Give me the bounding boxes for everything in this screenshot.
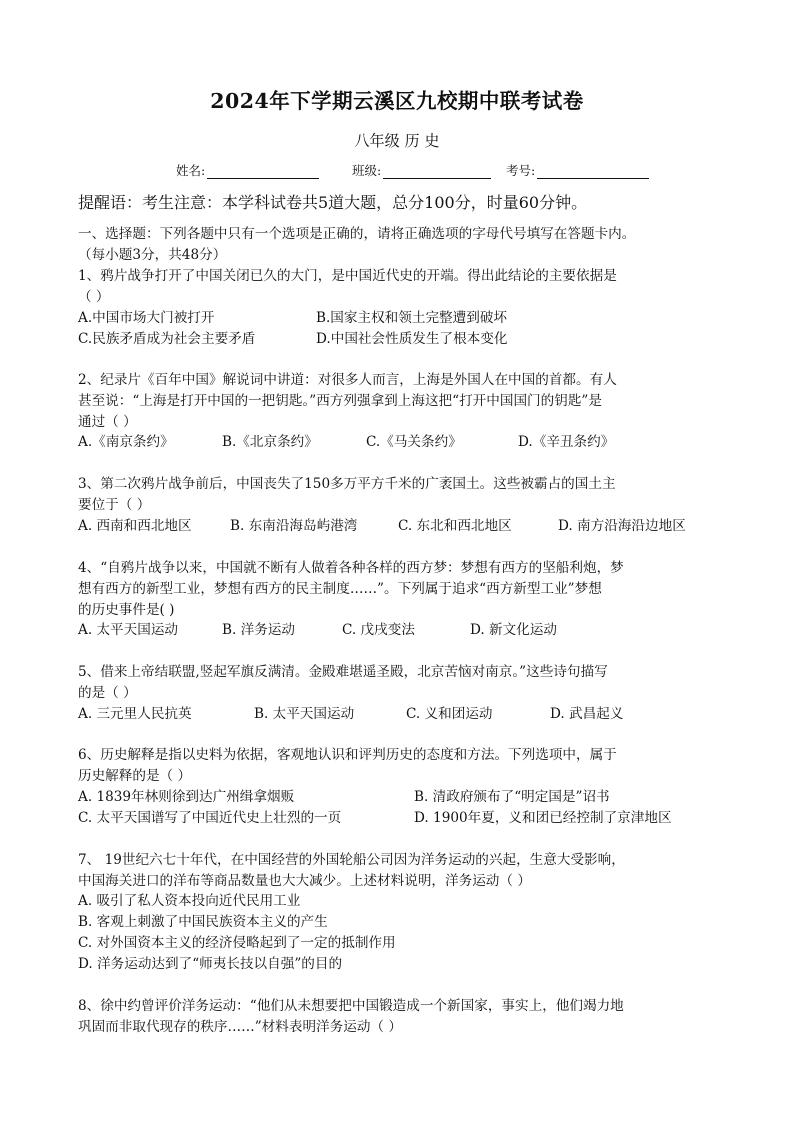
number-blank[interactable] — [537, 164, 649, 179]
question-5-option-c: C. 义和团运动 — [406, 706, 493, 722]
question-6-option-a: A. 1839年林则徐到达广州缉拿烟贩 — [78, 789, 295, 805]
question-1-option-a: A.中国市场大门被打开 — [78, 310, 215, 326]
question-6-line: 历史解释的是（ ） — [78, 768, 192, 784]
question-3-option-c: C. 东北和西北地区 — [398, 518, 512, 534]
question-6-line: 6、历史解释是指以史料为依据，客观地认识和评判历史的态度和方法。下列选项中，属于 — [78, 747, 617, 763]
question-5-line: 5、借来上帝结联盟,竖起军旗反满清。金殿难堪遥圣殿，北京苦恼对南京。”这些诗句描写 — [78, 664, 608, 680]
question-4-option-b: B. 洋务运动 — [222, 622, 296, 638]
reminder-text: 提醒语：考生注意：本学科试卷共5道大题，总分100分，时量60分钟。 — [78, 193, 588, 212]
question-4-line: 想有西方的新型工业，梦想有西方的民主制度……”。下列属于追求“西方新型工业”梦想 — [78, 581, 602, 597]
name-blank[interactable] — [207, 164, 319, 179]
question-4-option-d: D. 新文化运动 — [470, 622, 558, 638]
question-2-line: 2、纪录片《百年中国》解说词中讲道：对很多人而言，上海是外国人在中国的首都。有人 — [78, 372, 617, 388]
question-2-option-d: D.《辛丑条约》 — [518, 434, 615, 450]
question-2-option-a: A.《南京条约》 — [78, 434, 174, 450]
question-4-option-c: C. 戊戌变法 — [342, 622, 415, 638]
exam-subtitle: 八年级 历 史 — [354, 132, 440, 150]
question-2-option-c: C.《马关条约》 — [366, 434, 462, 450]
question-3-line: 3、第二次鸦片战争前后，中国丧失了150多万平方千米的广袤国土。这些被霸占的国土主 — [78, 476, 616, 492]
exam-title: 2024年下学期云溪区九校期中联考试卷 — [210, 89, 584, 113]
question-6-option-c: C. 太平天国谱写了中国近代史上壮烈的一页 — [78, 810, 342, 826]
class-field[interactable] — [352, 161, 491, 179]
section-score-note: （每小题3分，共48分） — [78, 247, 227, 263]
name-label: 姓名: — [176, 163, 206, 178]
question-7-option-d: D. 洋务运动达到了“师夷长技以自强”的目的 — [78, 956, 343, 972]
question-2-line: 通过（ ） — [78, 414, 137, 430]
question-8-line: 8、徐中约曾评价洋务运动：“他们从未想要把中国锻造成一个新国家，事实上，他们竭力地 — [78, 998, 624, 1014]
question-4-line: 的历史事件是( ) — [78, 602, 175, 618]
name-field[interactable] — [176, 161, 319, 179]
question-3-option-d: D. 南方沿海沿边地区 — [558, 518, 686, 534]
question-1-line: （ ） — [78, 289, 110, 305]
number-field[interactable] — [506, 161, 649, 179]
question-5-option-b: B. 太平天国运动 — [254, 706, 355, 722]
class-blank[interactable] — [383, 164, 491, 179]
number-label: 考号: — [506, 163, 536, 178]
question-7-option-b: B. 客观上刺激了中国民族资本主义的产生 — [78, 914, 328, 930]
question-7-option-a: A. 吸引了私人资本投向近代民用工业 — [78, 893, 301, 909]
question-7-option-c: C. 对外国资本主义的经济侵略起到了一定的抵制作用 — [78, 935, 396, 951]
question-1-line: 1、鸦片战争打开了中国关闭已久的大门，是中国近代史的开端。得出此结论的主要依据是 — [78, 268, 617, 284]
question-7-line: 中国海关进口的洋布等商品数量也大大减少。上述材料说明，洋务运动（ ） — [78, 873, 531, 889]
question-6-option-d: D. 1900年夏，义和团已经控制了京津地区 — [414, 810, 672, 826]
question-2-option-b: B.《北京条约》 — [222, 434, 318, 450]
question-7-line: 7、 19世纪六七十年代，在中国经营的外国轮船公司因为洋务运动的兴起，生意大受影响， — [78, 852, 625, 868]
question-4-line: 4、“自鸦片战争以来，中国就不断有人做着各种各样的西方梦：梦想有西方的坚船利炮，梦 — [78, 560, 624, 576]
question-1-option-c: C.民族矛盾成为社会主要矛盾 — [78, 331, 256, 347]
question-5-option-a: A. 三元里人民抗英 — [78, 706, 192, 722]
question-2-line: 甚至说：“上海是打开中国的一把钥匙。”西方列强拿到上海这把“打开中国国门的钥匙”是 — [78, 393, 602, 409]
question-1-option-d: D.中国社会性质发生了根本变化 — [316, 331, 508, 347]
question-3-option-b: B. 东南沿海岛屿港湾 — [230, 518, 358, 534]
question-3-option-a: A. 西南和西北地区 — [78, 518, 192, 534]
question-5-line: 的是（ ） — [78, 685, 137, 701]
class-label: 班级: — [352, 163, 382, 178]
section-instructions: 一、选择题：下列各题中只有一个选项是正确的，请将正确选项的字母代号填写在答题卡内。 — [78, 226, 636, 242]
question-6-option-b: B. 清政府颁布了“明定国是”诏书 — [414, 789, 610, 805]
question-3-line: 要位于（ ） — [78, 497, 151, 513]
question-1-option-b: B.国家主权和领土完整遭到破坏 — [316, 310, 508, 326]
question-4-option-a: A. 太平天国运动 — [78, 622, 179, 638]
question-8-line: 巩固而非取代现存的秩序……”材料表明洋务运动（ ） — [78, 1019, 402, 1035]
question-5-option-d: D. 武昌起义 — [550, 706, 624, 722]
